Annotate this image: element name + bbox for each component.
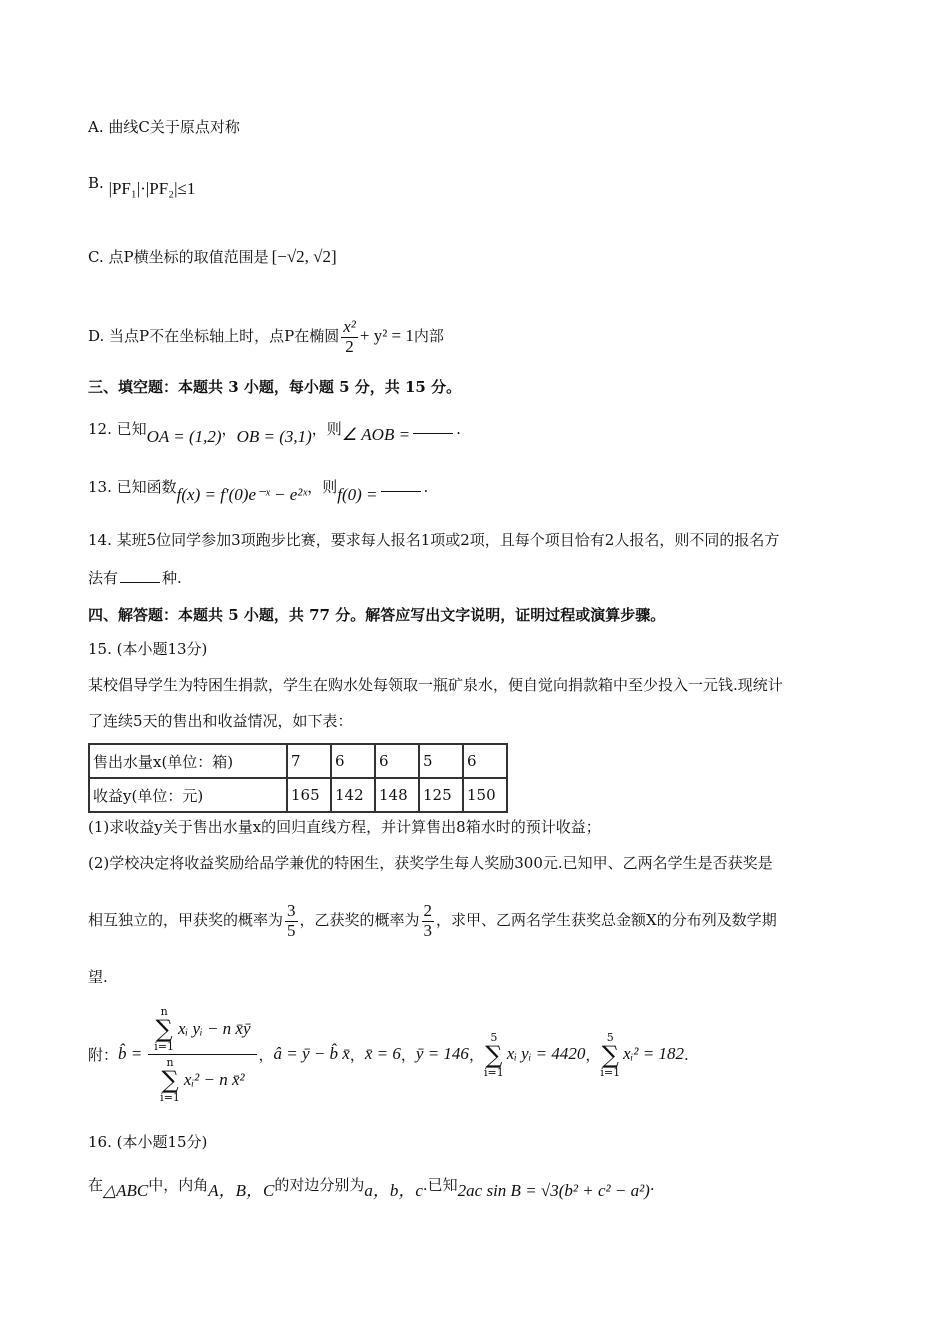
q16-angles: A，B，C xyxy=(208,1181,275,1200)
numerator: xᵢ yᵢ − n x̄ȳ xyxy=(177,1018,251,1038)
a-hat: â = ȳ − b̂ x̄ xyxy=(273,1044,350,1064)
q15-part1: (1)求收益y关于售出水量x的回归直线方程，并计算售出8箱水时的预计收益； xyxy=(88,818,601,836)
q12-vector-oa: OA = (1,2) xyxy=(146,427,222,446)
q12-vector-ob: OB = (3,1) xyxy=(236,427,312,446)
q12-text-mid: ，则 xyxy=(311,420,342,438)
q15-line2: 了连续5天的售出和收益情况，如下表： xyxy=(88,712,353,730)
q12-answer-blank[interactable] xyxy=(413,433,453,434)
table-cell: 150 xyxy=(463,778,507,812)
q13-end: . xyxy=(423,478,429,496)
sum-xy: xᵢ yᵢ = 4420 xyxy=(506,1044,586,1064)
sigma-icon: 5 ∑ i=1 xyxy=(600,1030,621,1079)
q13-f0: f(0) = xyxy=(337,485,378,504)
q15-text-c: ，求甲、乙两名学生获奖总金额X的分布列及数学期 xyxy=(436,911,777,930)
sales-table xyxy=(88,743,508,813)
table-cell: 7 xyxy=(287,744,331,778)
q12-angle: ∠ AOB = xyxy=(341,425,411,444)
q15-text-a: 相互独立的，甲获奖的概率为 xyxy=(88,911,284,930)
table-cell: 142 xyxy=(331,778,375,812)
question-14-line2 xyxy=(88,569,182,587)
q13-answer-blank[interactable] xyxy=(381,491,421,492)
b-hat-fraction xyxy=(148,1006,256,1103)
q15-part2-line2 xyxy=(88,902,777,940)
q16-triangle: △ABC xyxy=(103,1181,149,1200)
option-c-text: 点P横坐标的取值范围是 xyxy=(108,248,269,266)
option-a-text: 曲线C关于原点对称 xyxy=(108,118,240,136)
q13-text: 已知函数 xyxy=(116,478,177,496)
b-hat: b̂ = xyxy=(118,1044,143,1064)
ellipse-fraction: $\frac{\text{x²}}{2}$ xyxy=(343,317,356,356)
y-bar: ȳ = 146 xyxy=(415,1044,469,1064)
q16-text3: 的对边分别为 xyxy=(274,1176,365,1194)
option-d-text: 当点P不在坐标轴上时，点P在椭圆 xyxy=(109,327,340,346)
q13-number: 13. xyxy=(88,478,117,496)
appendix-label: 附： xyxy=(88,1045,119,1064)
option-b-formula: |PF₁|·|PF₂|≤1 xyxy=(108,179,196,198)
table-row xyxy=(89,744,507,778)
section4-heading: 四、解答题：本题共 5 小题，共 77 分。解答应写出文字说明，证明过程或演算步骤。 xyxy=(88,606,666,624)
option-c-label: C. xyxy=(88,248,109,266)
prob-fraction-1: $\frac{3}{5}$ xyxy=(287,901,296,940)
option-b-label: B. xyxy=(88,174,109,192)
question-13 xyxy=(88,478,428,505)
sigma-icon: 5 ∑ i=1 xyxy=(483,1030,504,1079)
sigma-icon: n ∑ i=1 xyxy=(154,1005,174,1053)
option-a-label: A. xyxy=(88,118,109,136)
table-cell: 125 xyxy=(419,778,463,812)
q16-text4: .已知 xyxy=(422,1176,458,1194)
option-d-label: D. xyxy=(88,327,110,346)
table-cell: 6 xyxy=(463,744,507,778)
q16-end: . xyxy=(649,1176,655,1194)
sum-x2: xᵢ² = 182 xyxy=(623,1044,684,1064)
q16-sides: a，b，c xyxy=(364,1181,423,1200)
option-a xyxy=(88,118,240,136)
table-cell: 收益y(单位：元) xyxy=(89,778,287,812)
option-c-formula: [−√2, √2] xyxy=(271,247,337,266)
prob-fraction-2: $\frac{2}{3}$ xyxy=(423,901,433,940)
table-cell: 5 xyxy=(419,744,463,778)
q12-text: 已知 xyxy=(116,420,147,438)
q14-text: 法有 xyxy=(88,569,119,587)
section3-heading: 三、填空题：本题共 3 小题，每小题 5 分，共 15 分。 xyxy=(88,378,462,396)
table-cell: 6 xyxy=(331,744,375,778)
q12-number: 12. xyxy=(88,420,117,438)
q16-text2: 中，内角 xyxy=(148,1176,209,1194)
q16-header: 16. (本小题15分) xyxy=(88,1133,208,1151)
table-cell: 165 xyxy=(287,778,331,812)
option-d-text-after: 内部 xyxy=(413,327,444,346)
q16-line1 xyxy=(88,1176,655,1201)
option-c xyxy=(88,247,337,267)
q12-end: . xyxy=(456,420,461,438)
q15-line1: 某校倡导学生为特困生捐款，学生在购水处每领取一瓶矿泉水，便自觉向捐款箱中至少投入一元钱.现统计 xyxy=(88,676,783,694)
table-row xyxy=(89,778,507,812)
q16-formula: 2ac sin B = √3(b² + c² − a²) xyxy=(457,1181,650,1200)
q15-text-b: ，乙获奖的概率为 xyxy=(299,911,420,930)
question-14-line1: 14. 某班5位同学参加3项跑步比赛，要求每人报名1项或2项，且每个项目恰有2人报名，则不同的报名方 xyxy=(88,531,780,549)
table-cell: 148 xyxy=(375,778,419,812)
x-bar: x̄ = 6 xyxy=(364,1044,401,1064)
q15-header: 15. (本小题13分) xyxy=(88,640,208,658)
option-d-formula: + y² = 1 xyxy=(359,326,414,346)
q16-text1: 在 xyxy=(88,1176,104,1194)
q14-answer-blank[interactable] xyxy=(120,582,160,583)
q15-part2-line1: (2)学校决定将收益奖励给品学兼优的特困生，获奖学生每人奖励300元.已知甲、乙两名学生是否获奖是 xyxy=(88,854,773,872)
q13-function: f(x) = f′(0)e⁻ˣ − e²ˣ xyxy=(176,485,308,504)
denominator: xᵢ² − n x̄² xyxy=(183,1069,245,1089)
table-cell: 售出水量x(单位：箱) xyxy=(89,744,287,778)
option-b xyxy=(88,174,195,199)
q14-text-after: 种. xyxy=(162,569,182,587)
q15-part2-line3: 望. xyxy=(88,968,108,986)
question-12: 12. 已知OA = (1,2)，OB = (3,1)，则∠ AOB = . xyxy=(88,420,461,446)
table-cell: 6 xyxy=(375,744,419,778)
q13-text-mid: ，则 xyxy=(307,478,338,496)
q15-appendix: 附： b̂ = n ∑ i=1 xᵢ yᵢ − n x̄ȳ n ∑ i=1 xᵢ² − n x̄² ， â = ȳ − b̂ x̄ ， x̄ = 6 ， ȳ = 146 ， 5 ∑ i=1 xᵢ yᵢ = 4420 ， 5 ∑ i=1 xᵢ² = 182 . xyxy=(88,1005,689,1104)
option-d xyxy=(88,318,444,356)
sigma-icon: n ∑ i=1 xyxy=(160,1056,180,1104)
